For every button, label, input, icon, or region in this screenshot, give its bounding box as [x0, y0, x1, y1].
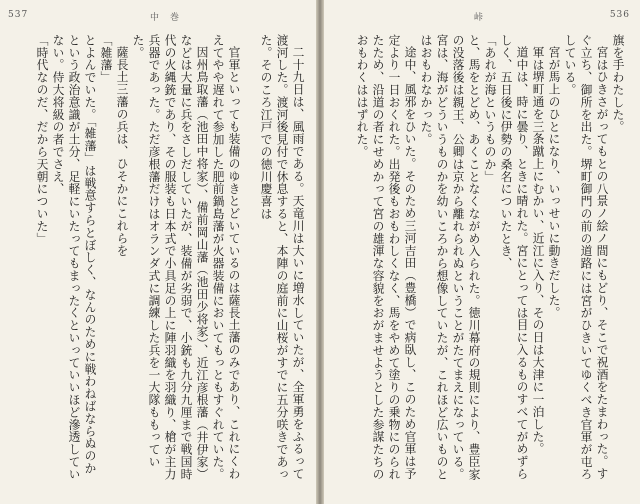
left-paragraph-1: 二十九日は、風雨である。天竜川は大いに増水していたが、全軍勇をふるって渡河した。渡河後見付で休息すると、本陣の庭前に山桜がすでに五分咲きであった。そのころ江戸での徳川慶喜は	[259, 34, 305, 481]
right-page-body	[336, 34, 626, 486]
left-paragraph-5: とよんでいた。「雑藩」は戦意すらとぼしく、なんのために戦わねばならぬのかという政治意識が土分、足軽にいたってもまったくといっていいほど滲透していない。侍大将級の者でさえ、	[51, 34, 97, 481]
left-page-number: 537	[8, 10, 29, 20]
right-page	[324, 0, 640, 504]
left-page	[0, 0, 316, 504]
left-paragraph-3: 因州鳥取藩（池田中将家）、備前岡山藩（池田少将家）、近江彦根藩（井伊家）などは大量に兵をさしだしていたが、装備が劣弱で、小銃も九分九厘まで戦国時代の火縄銃であり、その服装も日本式で小具足の上に陣羽織を羽織り、槍が主力兵器であった。ただ彦根藩だけはオランダ式に調練した兵を一大隊ももっていた。	[131, 34, 209, 481]
left-running-head: 中 巻	[150, 13, 181, 23]
right-paragraph-4: 軍は堺町通を三条蹴上にむかい、近江に入り、その日は大津に一泊した。	[531, 45, 545, 455]
left-blank-line	[242, 34, 258, 486]
right-quote-umi: 「あれが海というものか」	[483, 34, 497, 183]
right-paragraph-3: 宮が馬上のひとになり、いっせいに動きだした。	[547, 45, 561, 319]
right-paragraph-5: 道中は、時に曇り、ときに晴れた。宮にとっては目に入るものすべてがめずらしく、五日後に伊勢の桑名についたとき、	[499, 34, 529, 480]
right-page-number: 536	[609, 10, 630, 20]
right-paragraph-1: 旗を手わたした。	[611, 34, 625, 134]
right-running-head: 峠	[474, 13, 485, 23]
left-paragraph-2: 官軍といっても装備のゆきとどいているのは薩長土藩のみであり、これにくわえてやや遅れて参加した肥前鍋島藩が火器装備においてもっともすぐれていた。	[211, 34, 241, 481]
book-gutter	[316, 0, 324, 504]
right-paragraph-2: 宮はひきさがってもとの八景ノ絵ノ間にもどり、そこで祝酒をたまわった。すぐ立ち、御所を出た。堺町御門の前の道路には宮がひきいてゆくべき官軍が屯ろしている。	[563, 34, 609, 481]
right-paragraph-7: 途中、風邪をひいた。そのため三河吉田（豊橋）で病臥し、このため官軍は予定より一日おくれた。出発後もおもわしくなく、馬をやめて塗りの乗物にのられたため、沿道の者にせめかって宮の雄渾な容貌をおがませようとした参謀たちのおもわくははずれた。	[355, 34, 417, 481]
left-page-body	[10, 34, 306, 486]
left-paragraph-4: 薩長土三藩の兵は、ひそかにこれらを	[115, 45, 129, 257]
right-paragraph-6: と、馬をとどめ、あくことなくながめ入られた。徳川幕府の規則により、豊臣家の没落後は親王、公卿は京から離れられぬということがたてまえになっている。宮は、海がどういうものかを幼いころから想像していたが、これほど広いものとはおもわなかった。	[419, 34, 481, 481]
left-quote-zatsuhan: 「雑藩」	[99, 34, 113, 84]
left-quote-jidai: 「時代なのだ、だから天朝についた」	[35, 34, 49, 245]
